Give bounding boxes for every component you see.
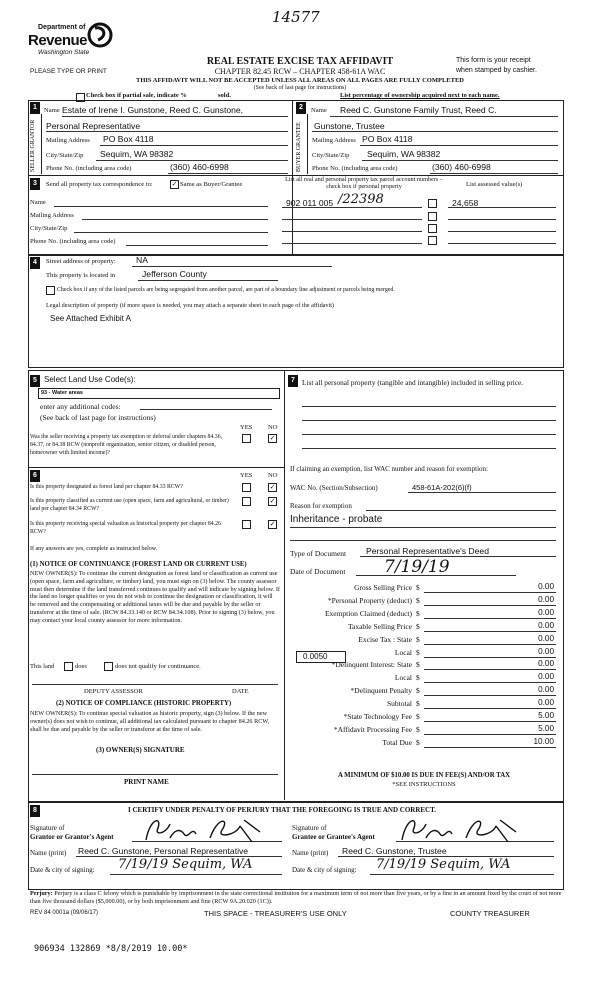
fee-value[interactable]: 0.00 <box>538 620 554 630</box>
current-use-question: Is this property classified as current use (open space, farm and agricultural, or timber) land per chapter 84.34 RCW? <box>30 498 229 512</box>
fee-label: Total Due <box>382 737 412 747</box>
dollar-sign: $ <box>416 647 420 657</box>
exemption-no-checkbox[interactable]: ✓ <box>269 434 276 442</box>
handwritten-number: 14577 <box>272 8 320 26</box>
seller-city[interactable]: Sequim, WA 98382 <box>100 149 174 159</box>
fee-row <box>290 596 558 608</box>
form-title: REAL ESTATE EXCISE TAX AFFIDAVIT <box>206 56 394 67</box>
receipt-line1: This form is your receipt <box>456 57 531 64</box>
segregated-checkbox[interactable] <box>46 286 55 295</box>
cashier-stamp: 906934 132869 *8/8/2019 10.00* <box>34 944 188 954</box>
fee-value[interactable]: 0.00 <box>538 698 554 708</box>
fee-value[interactable]: 0.00 <box>538 685 554 695</box>
land-does-checkbox[interactable] <box>64 662 73 671</box>
fee-label: *Affidavit Processing Fee <box>333 724 412 734</box>
buyer-phone[interactable]: (360) 460-6998 <box>432 162 491 172</box>
personal-property-label: List all personal property (tangible and intangible) included in selling price. <box>302 378 524 387</box>
fee-value[interactable]: 10.00 <box>533 736 554 746</box>
minimum-fee-note: A MINIMUM OF $10.00 IS DUE IN FEE(S) AND/OR TAX <box>337 772 511 779</box>
seller-name-line1[interactable]: Estate of Irene I. Gunstone, Reed C. Gunstone, <box>62 105 244 115</box>
forest-no-checkbox[interactable]: ✓ <box>269 483 276 491</box>
fee-label: Local <box>394 673 412 683</box>
grantee-date-city[interactable]: 7/19/19 Sequim, WA <box>376 857 511 872</box>
fee-label: Subtotal <box>386 699 412 709</box>
historic-question: Is this property receiving special valuation as historical property per chapter 84.26 RCW? <box>30 521 221 535</box>
same-as-buyer-checkbox[interactable]: ✓ <box>171 180 178 188</box>
fee-row <box>290 622 558 634</box>
section-7-number: 7 <box>288 375 298 387</box>
form-revision: REV 84 0001a (09/06/17) <box>30 910 99 916</box>
sold-label: sold. <box>218 92 231 99</box>
fee-row <box>290 583 558 595</box>
dollar-sign: $ <box>416 595 420 605</box>
historic-no-checkbox[interactable]: ✓ <box>269 520 276 528</box>
current-use-yes-checkbox[interactable] <box>242 497 251 506</box>
fee-row <box>290 725 558 737</box>
fee-label: *Personal Property (deduct) <box>327 595 412 605</box>
fee-value[interactable]: 0.00 <box>538 672 554 682</box>
county-treasurer-label: COUNTY TREASURER <box>450 909 530 918</box>
county[interactable]: Jefferson County <box>142 269 207 279</box>
dollar-sign: $ <box>416 634 420 644</box>
fee-row <box>290 699 558 711</box>
fee-value[interactable]: 0.00 <box>538 633 554 643</box>
fee-underline <box>424 695 556 696</box>
dollar-sign: $ <box>416 699 420 709</box>
claiming-exemption-label: If claiming an exemption, list WAC number and reason for exemption: <box>290 465 488 473</box>
partial-sale-label: Check box if partial sale, indicate % <box>86 92 187 99</box>
dollar-sign: $ <box>416 712 420 721</box>
parcel-header: List all real and personal property tax parcel account numbers – check box if personal property <box>285 176 443 190</box>
print-name-label: PRINT NAME <box>124 778 169 786</box>
form-warning: THIS AFFIDAVIT WILL NOT BE ACCEPTED UNLESS ALL AREAS ON ALL PAGES ARE FULLY COMPLETED <box>136 77 464 84</box>
notice-compliance-title: (2) NOTICE OF COMPLIANCE (HISTORIC PROPERTY) <box>56 700 232 707</box>
seller-name-line2[interactable]: Personal Representative <box>46 121 141 131</box>
same-as-buyer-label: Same as Buyer/Grantee <box>180 181 243 188</box>
seller-phone[interactable]: (360) 460-6998 <box>170 162 229 172</box>
please-type: PLEASE TYPE OR PRINT <box>30 68 107 75</box>
document-date[interactable]: 7/19/19 <box>384 557 450 577</box>
fee-underline <box>424 708 556 709</box>
dollar-sign: $ <box>416 608 420 618</box>
grantor-signature <box>140 812 280 846</box>
see-instructions: *SEE INSTRUCTIONS <box>392 781 456 788</box>
fee-underline <box>424 734 556 735</box>
fee-label: *Delinquent Interest: State <box>331 660 412 670</box>
certify-statement: I CERTIFY UNDER PENALTY OF PERJURY THAT THE FOREGOING IS TRUE AND CORRECT. <box>128 806 437 814</box>
fee-underline <box>424 721 556 722</box>
forest-land-question: Is this property designated as forest land per chapter 84.33 RCW? <box>30 484 183 490</box>
fee-underline <box>424 682 556 683</box>
seller-mailing[interactable]: PO Box 4118 <box>103 134 154 144</box>
fee-label: Gross Selling Price <box>354 583 412 592</box>
seller-side-label: SELLER GRANTOR <box>30 119 36 172</box>
section-5-number: 5 <box>30 375 40 387</box>
form-chapter: CHAPTER 82.45 RCW – CHAPTER 458-61A WAC <box>214 67 386 76</box>
exemption-reason[interactable]: Inheritance - probate <box>290 514 383 525</box>
parcel-4-personal-checkbox[interactable] <box>428 236 437 245</box>
exemption-question: Was the seller receiving a property tax exemption or deferral under chapters 84.36, 84.37, or 84.38 RCW (nonprofit organization, senior citizen, or disabled person, homeowner with limited income)? <box>30 434 223 456</box>
buyer-name-line1[interactable]: Reed C. Gunstone Family Trust, Reed C. <box>340 105 497 115</box>
buyer-side-label: BUYER GRANTEE <box>296 122 302 172</box>
list-percentage: List percentage of ownership acquired next to each name. <box>340 92 500 99</box>
fee-label: *State Technology Fee <box>343 712 412 721</box>
fee-row <box>290 609 558 621</box>
buyer-city[interactable]: Sequim, WA 98382 <box>367 149 441 159</box>
grantee-signature <box>396 812 536 846</box>
see-back: (See back of last page for instructions) <box>253 85 347 91</box>
fee-label: Taxable Selling Price <box>347 621 412 631</box>
fee-label: Local <box>394 647 412 657</box>
fee-row <box>290 738 558 750</box>
grantor-date-city[interactable]: 7/19/19 Sequim, WA <box>118 857 253 872</box>
revenue-logo-icon <box>86 22 114 48</box>
fee-value[interactable]: 0.00 <box>538 582 554 591</box>
notice-continuance-title: (1) NOTICE OF CONTINUANCE (FOREST LAND OR CURRENT USE) <box>30 561 247 568</box>
fee-value[interactable]: 0.00 <box>538 594 554 604</box>
fee-row <box>290 673 558 685</box>
land-use-label: Select Land Use Code(s): <box>44 375 136 384</box>
dollar-sign: $ <box>416 724 420 734</box>
exemption-yes-checkbox[interactable] <box>242 434 251 443</box>
section-2-number: 2 <box>296 102 306 114</box>
section-4-number: 4 <box>30 257 40 269</box>
fee-value[interactable]: 0.00 <box>538 607 554 617</box>
fee-label: Exemption Claimed (deduct) <box>324 608 412 618</box>
fee-label: *Delinquent Penalty <box>350 686 412 696</box>
perjury-statement: Perjury: Perjury is a class C felony which is punishable by imprisonment in the state correctional institution for a maximum term of not more than five years, or by a fine in an amount fixed by the court of not more than five thousand dollars ($5,000.00), or by both imprisonment and fine (RCW 9A.20.020 (1C)). <box>30 890 562 905</box>
land-does-not-checkbox[interactable] <box>104 662 113 671</box>
parcel-1-personal-checkbox[interactable] <box>428 199 437 208</box>
notice-continuance-body: NEW OWNER(S): To continue the current designation as forest land or classification as current use (open space, farm and agriculture, or timber) land, you must sign on (3) below. The county assessor must then determine if the land transferred continues to qualify and will indicate by signing below. If the land no longer qualifies or you do not wish to continue the designation or classification, it will be removed and the compensating or additional taxes will be due and payable by the seller or transferor at the time of sale. (RCW 84.33.140 or RCW 84.34.108). Prior to signing (3) below, you may contact your local county assessor for more information. <box>30 570 280 624</box>
grantor-print-name[interactable]: Reed C. Gunstone, Personal Representative <box>78 846 249 856</box>
legal-label: Legal description of property (if more space is needed, you may attach a separate sheet to each page of the affidavit) <box>46 302 334 309</box>
notice-compliance-body: NEW OWNER(S): To continue special valuation as historic property, sign (3) below. If the new owner(s) does not wish to continue, all additional tax calculated pursuant to chapter 84.26 RCW, shall be due and payable by the seller or transferor at the time of sale. <box>30 710 270 733</box>
parcel-3-personal-checkbox[interactable] <box>428 224 437 233</box>
fee-row <box>290 712 558 724</box>
segregated-label: Check box if any of the listed parcels are being segregated from another parcel, are part of a boundary line adjustment or parcels being merged. <box>57 287 395 293</box>
dollar-sign: $ <box>416 686 420 696</box>
fee-label: Excise Tax : State <box>358 634 412 644</box>
fee-underline <box>424 669 556 670</box>
dollar-sign: $ <box>416 660 420 670</box>
document-type[interactable]: Personal Representative's Deed <box>366 546 489 556</box>
fee-value[interactable]: 5.00 <box>538 711 554 720</box>
fee-value[interactable]: 0.00 <box>538 659 554 669</box>
dollar-sign: $ <box>416 621 420 631</box>
legal-description[interactable]: See Attached Exhibit A <box>50 314 131 323</box>
assessed-value[interactable]: 24,658 <box>452 198 479 208</box>
fee-underline <box>424 605 556 606</box>
current-use-no-checkbox[interactable]: ✓ <box>269 497 276 505</box>
fee-underline <box>424 592 556 593</box>
wac-number[interactable]: 458-61A-202(6)(f) <box>412 483 472 492</box>
buyer-mailing[interactable]: PO Box 4118 <box>362 134 413 144</box>
section-1-number: 1 <box>30 102 40 114</box>
fee-value[interactable]: 0.00 <box>538 646 554 656</box>
receipt-line2: when stamped by cashier. <box>456 67 537 74</box>
fee-underline <box>424 631 556 632</box>
fee-underline <box>424 618 556 619</box>
dept-logo: Department of Revenue Washington State <box>28 22 118 66</box>
parcel-number[interactable]: 902 011 005 <box>286 198 334 208</box>
local-rate-box[interactable]: 0.0050 <box>296 651 346 663</box>
fee-underline <box>424 644 556 645</box>
parcel-handwritten: /22398 <box>338 192 384 207</box>
section-6-number: 6 <box>30 470 40 482</box>
section-8-number: 8 <box>30 805 40 817</box>
fee-row <box>290 635 558 647</box>
fee-value[interactable]: 5.00 <box>538 723 554 733</box>
section-3-number: 3 <box>30 178 40 190</box>
parcel-2-personal-checkbox[interactable] <box>428 212 437 221</box>
forest-yes-checkbox[interactable] <box>242 483 251 492</box>
historic-yes-checkbox[interactable] <box>242 520 251 529</box>
land-use-select[interactable]: 93 - Water areas <box>38 388 280 399</box>
send-correspondence-label: Send all property tax correspondence to: <box>46 181 153 188</box>
dollar-sign: $ <box>416 673 420 683</box>
dollar-sign: $ <box>416 737 420 747</box>
grantee-print-name[interactable]: Reed C. Gunstone, Trustee <box>342 846 447 856</box>
dollar-sign: $ <box>416 583 420 592</box>
fee-underline <box>424 747 556 748</box>
street-address[interactable]: NA <box>136 255 148 265</box>
assessed-header: List assessed value(s) <box>466 181 523 188</box>
fee-underline <box>424 657 556 658</box>
fee-row <box>290 686 558 698</box>
buyer-name-line2[interactable]: Gunstone, Trustee <box>314 121 385 131</box>
treasurer-use-label: THIS SPACE - TREASURER'S USE ONLY <box>204 909 347 918</box>
owner-signature-label: (3) OWNER(S) SIGNATURE <box>96 746 185 754</box>
